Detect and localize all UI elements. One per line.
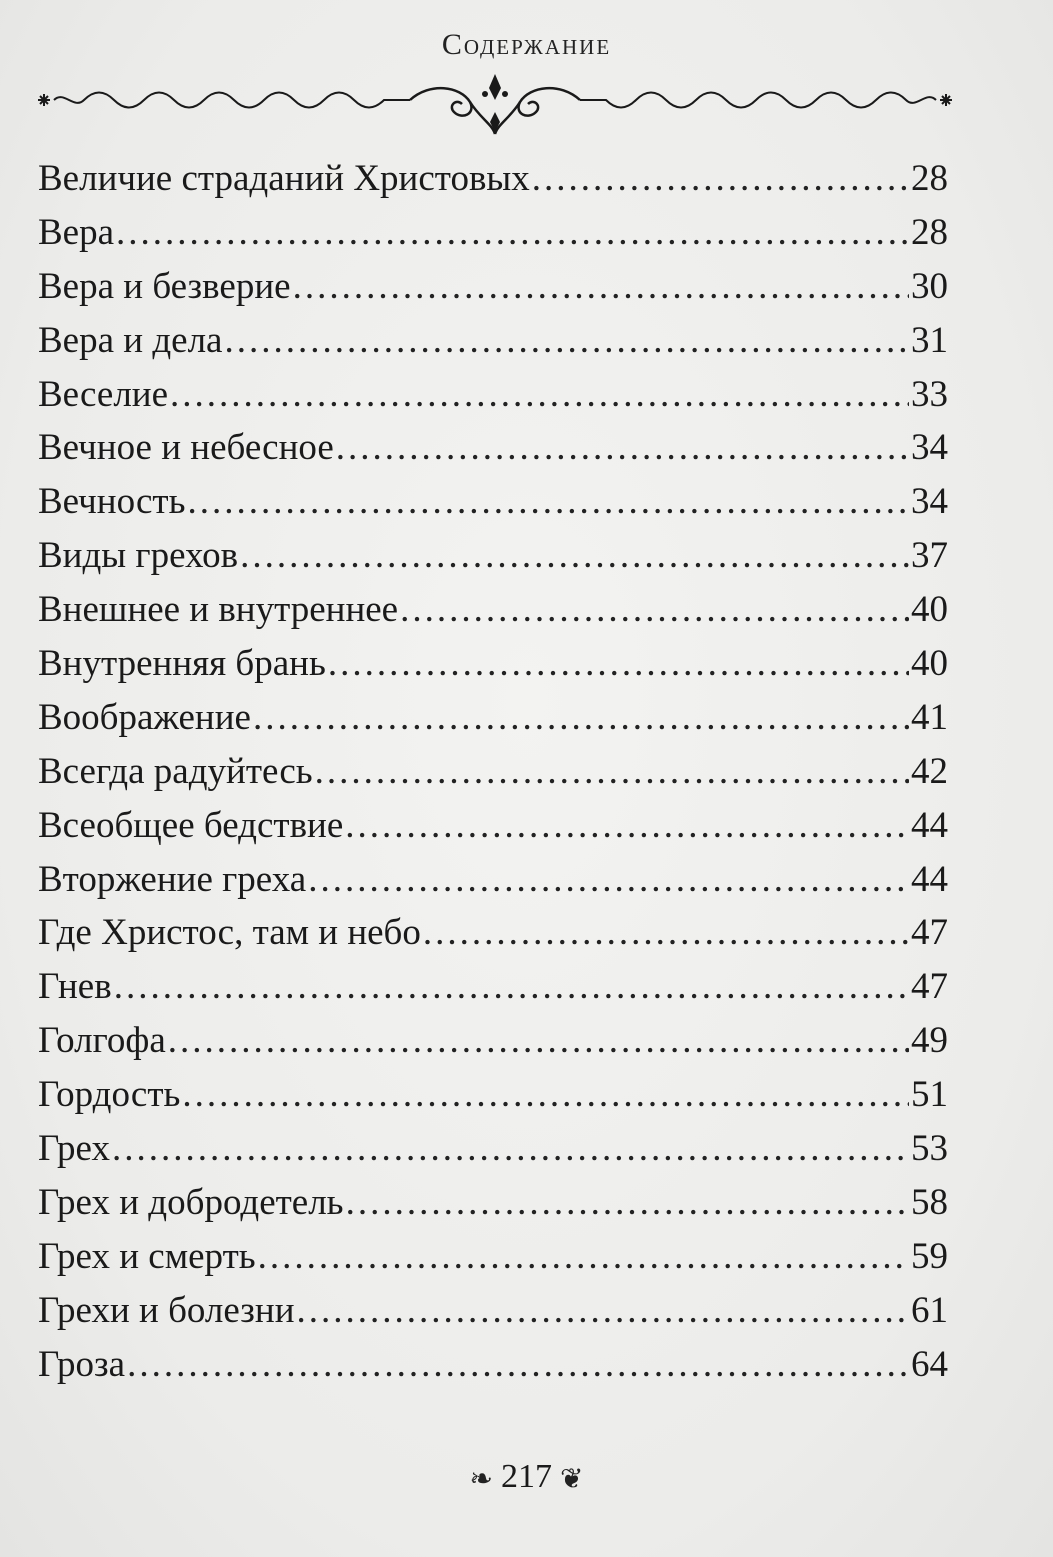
toc-entry [38,1176,948,1230]
toc-entry-title: Воображение [38,696,251,738]
dot-leader [114,960,909,1014]
toc-entry [38,1230,948,1284]
toc-entry-title: Грех [38,1128,110,1170]
dot-leader [253,691,909,745]
toc-entry-title: Где Христос, там и небо [38,912,421,954]
curl-icon: ❦ [560,1464,584,1496]
toc-entry-page: 49 [911,1020,948,1062]
toc-entry-page: 47 [911,966,948,1008]
toc-entry [38,1068,948,1122]
toc-entry-page: 64 [911,1343,948,1385]
toc-entry [38,1014,948,1068]
toc-entry-title: Вечное и небесное [38,427,334,469]
dot-leader [532,152,909,206]
toc-entry-page: 44 [911,858,948,900]
toc-entry [38,475,948,529]
dot-leader [400,583,909,637]
toc-entry-title: Грех и смерть [38,1235,256,1277]
toc-entry [38,314,948,368]
toc-entry-title: Вечность [38,481,186,523]
dot-leader [240,529,909,583]
scroll-ornament-icon [30,72,960,142]
dot-leader [170,368,909,422]
toc-entry-page: 40 [911,643,948,685]
toc-entry-page: 42 [911,750,948,792]
toc-entry-title: Гроза [38,1343,126,1385]
toc-entry [38,745,948,799]
toc-entry-page: 34 [911,427,948,469]
toc-entry [38,637,948,691]
toc-entry-title: Гнев [38,966,112,1008]
toc-entry-page: 33 [911,373,948,415]
toc-entry-title: Голгофа [38,1020,166,1062]
toc-entry [38,260,948,314]
toc-entry-title: Грех и добродетель [38,1181,344,1223]
toc-entry [38,1284,948,1338]
toc-entry-page: 53 [911,1128,948,1170]
toc-entry-title: Величие страданий Христовых [38,158,530,199]
toc-entry-title: Вера и дела [38,319,223,361]
toc-entry-title: Вера [38,211,115,253]
dot-leader [182,1068,909,1122]
toc-entry-page: 40 [911,589,948,631]
dot-leader [112,1122,909,1176]
page-number [0,1458,1053,1496]
toc-entry-page: 51 [911,1074,948,1116]
dot-leader [297,1284,910,1338]
toc-entry-title: Грехи и болезни [38,1289,295,1331]
toc-entry [38,529,948,583]
toc-entry-title: Всегда радуйтесь [38,750,313,792]
page-number-value: 217 [501,1458,552,1495]
toc-entry-page: 37 [911,535,948,577]
toc-entry-title: Вторжение греха [38,858,307,900]
dot-leader [423,906,909,960]
dot-leader [346,1176,909,1230]
dot-leader [293,260,909,314]
dot-leader [315,745,909,799]
toc-entry [38,152,948,206]
toc-entry-page: 34 [911,481,948,523]
toc-entry-title: Веселие [38,373,169,415]
toc-entry-title: Внутренняя брань [38,643,326,685]
toc-entry [38,1122,948,1176]
toc-entry-page: 28 [911,158,948,199]
toc-entry [38,1338,948,1392]
toc-entry-page: 44 [911,804,948,846]
dot-leader [168,1014,909,1068]
toc-entry-page: 31 [911,319,948,361]
toc-entry [38,853,948,907]
toc-entry-title: Вера и безверие [38,265,291,307]
toc-entry-page: 61 [911,1289,948,1331]
toc-entry-page: 30 [911,265,948,307]
dot-leader [116,206,909,260]
dot-leader [308,853,909,907]
toc-entry [38,799,948,853]
dot-leader [187,475,909,529]
dot-leader [345,799,909,853]
dot-leader [258,1230,909,1284]
toc-entry [38,906,948,960]
toc-entry-page: 47 [911,912,948,954]
toc-entry [38,583,948,637]
dot-leader [224,314,909,368]
table-of-contents [38,152,948,1391]
dot-leader [127,1338,909,1392]
toc-entry-title: Гордость [38,1074,181,1116]
toc-entry-page: 58 [911,1181,948,1223]
toc-entry-page: 59 [911,1235,948,1277]
toc-entry-page: 41 [911,696,948,738]
toc-entry [38,691,948,745]
dot-leader [336,421,909,475]
running-head: Содержание [441,28,612,61]
toc-entry [38,421,948,475]
toc-entry-title: Виды грехов [38,535,239,577]
toc-entry [38,368,948,422]
dot-leader [328,637,909,691]
toc-entry [38,206,948,260]
toc-entry-page: 28 [911,211,948,253]
toc-entry [38,960,948,1014]
toc-entry-title: Внешнее и внутреннее [38,589,399,631]
curl-icon: ❧ [469,1464,493,1496]
toc-entry-title: Всеобщее бедствие [38,804,344,846]
